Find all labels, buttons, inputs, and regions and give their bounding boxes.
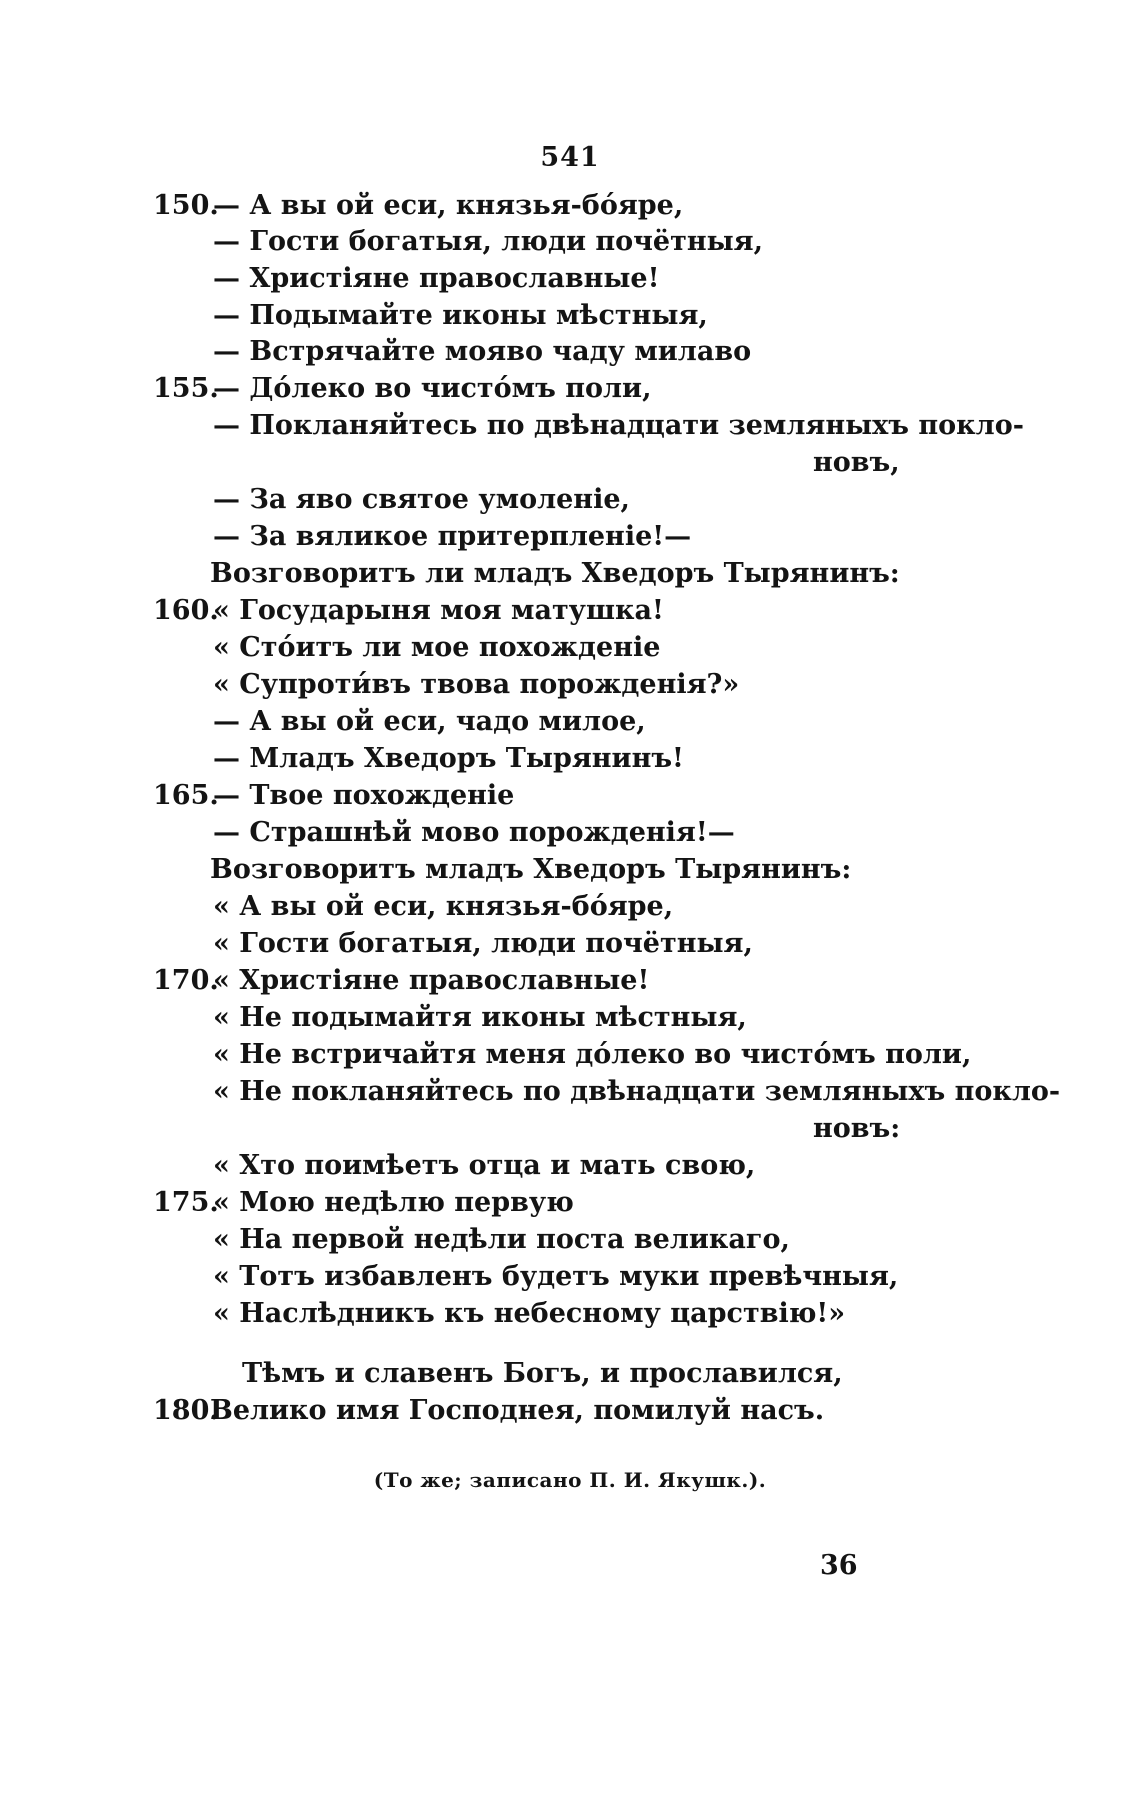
verse-line bbox=[0, 1074, 1140, 1110]
line-text: Тѣмъ и славенъ Богъ, и прославился, bbox=[242, 1358, 843, 1389]
sheet-number: 36 bbox=[820, 1550, 858, 1581]
verse-line bbox=[0, 889, 1140, 925]
line-text: « Гости богатыя, люди почётныя, bbox=[213, 928, 753, 959]
line-text: « Христіяне православные! bbox=[213, 965, 650, 996]
verse-line bbox=[0, 593, 1140, 629]
source-note: (То же; записано П. И. Якушк.). bbox=[373, 1468, 767, 1492]
verse-line bbox=[0, 704, 1140, 740]
verse-line bbox=[0, 334, 1140, 370]
verse-line bbox=[0, 261, 1140, 297]
verse-line-overflow bbox=[0, 445, 1140, 481]
verse-line bbox=[0, 963, 1140, 999]
verse-line bbox=[0, 778, 1140, 814]
line-text: — Подымайте иконы мѣстныя, bbox=[213, 300, 708, 331]
verse-line bbox=[0, 741, 1140, 777]
verse-line bbox=[0, 519, 1140, 555]
verse-line-overflow bbox=[0, 1111, 1140, 1147]
verse-line bbox=[0, 1185, 1140, 1221]
verse-line bbox=[0, 1037, 1140, 1073]
line-text: — Гости богатыя, люди почётныя, bbox=[213, 226, 764, 257]
verse-line bbox=[0, 408, 1140, 444]
line-text: — Страшнѣй мово порожденія!— bbox=[213, 817, 735, 848]
verse-line bbox=[0, 1296, 1140, 1332]
line-text: Возговоритъ ли младъ Хведоръ Тырянинъ: bbox=[210, 558, 900, 589]
line-text: — А вы ой еси, князья-бо́яре, bbox=[213, 190, 684, 221]
line-number: 160. bbox=[153, 595, 219, 626]
line-text: « А вы ой еси, князья-бо́яре, bbox=[213, 891, 674, 922]
verse-line bbox=[0, 1259, 1140, 1295]
verse-line bbox=[0, 482, 1140, 518]
line-text: — Христіяне православные! bbox=[213, 263, 660, 294]
line-text: « Наслѣдникъ къ небесному царствію!» bbox=[213, 1298, 846, 1329]
line-text: новъ, bbox=[813, 447, 900, 478]
line-text: « Не подымайтя иконы мѣстныя, bbox=[213, 1002, 747, 1033]
verse-line bbox=[0, 224, 1140, 260]
line-text: « На первой недѣли поста великаго, bbox=[213, 1224, 790, 1255]
line-text: — Младъ Хведоръ Тырянинъ! bbox=[213, 743, 684, 774]
verse-line bbox=[0, 1000, 1140, 1036]
line-text: — Встрячайте мояво чаду милаво bbox=[213, 336, 752, 367]
verse-line bbox=[0, 556, 1140, 592]
verse-line bbox=[0, 1356, 1140, 1392]
verse-line bbox=[0, 1393, 1140, 1429]
line-text: — До́леко во чисто́мъ поли, bbox=[213, 373, 652, 404]
line-text: — За яво святое умоленіе, bbox=[213, 484, 630, 515]
line-text: — Покланяйтесь по двѣнадцати земляныхъ покло- bbox=[213, 410, 1024, 441]
line-number: 165. bbox=[153, 780, 219, 811]
line-text: — А вы ой еси, чадо милое, bbox=[213, 706, 646, 737]
line-number: 175. bbox=[153, 1187, 219, 1218]
verse-line bbox=[0, 667, 1140, 703]
line-text: Велико имя Господнея, помилуй насъ. bbox=[210, 1395, 825, 1426]
line-text: « Не встричайтя меня до́леко во чисто́мъ поли, bbox=[213, 1039, 972, 1070]
verse-line bbox=[0, 852, 1140, 888]
verse-line bbox=[0, 815, 1140, 851]
line-number: 180. bbox=[153, 1395, 219, 1426]
line-text: « Не покланяйтесь по двѣнадцати земляныхъ покло- bbox=[213, 1076, 1061, 1107]
line-text: — За вяликое притерпленіе!— bbox=[213, 521, 692, 552]
verse-line bbox=[0, 1148, 1140, 1184]
line-text: « Тотъ избавленъ будетъ муки превѣчныя, bbox=[213, 1261, 899, 1292]
line-text: новъ: bbox=[813, 1113, 901, 1144]
line-text: « Хто поимѣетъ отца и мать свою, bbox=[213, 1150, 756, 1181]
verse-line bbox=[0, 371, 1140, 407]
line-text: Возговоритъ младъ Хведоръ Тырянинъ: bbox=[210, 854, 852, 885]
verse-line bbox=[0, 630, 1140, 666]
line-text: « Супроти́въ твова порожденія?» bbox=[213, 669, 740, 700]
line-text: « Сто́итъ ли мое похожденіе bbox=[213, 632, 661, 663]
line-number: 155. bbox=[153, 373, 219, 404]
line-text: — Твое похожденіе bbox=[213, 780, 515, 811]
verse-line bbox=[0, 1222, 1140, 1258]
line-number: 170. bbox=[153, 965, 219, 996]
verse-line bbox=[0, 188, 1140, 224]
line-text: « Мою недѣлю первую bbox=[213, 1187, 574, 1218]
verse-line bbox=[0, 298, 1140, 334]
page-number: 541 bbox=[540, 142, 600, 173]
verse-line bbox=[0, 926, 1140, 962]
line-text: « Государыня моя матушка! bbox=[213, 595, 664, 626]
line-number: 150. bbox=[153, 190, 219, 221]
